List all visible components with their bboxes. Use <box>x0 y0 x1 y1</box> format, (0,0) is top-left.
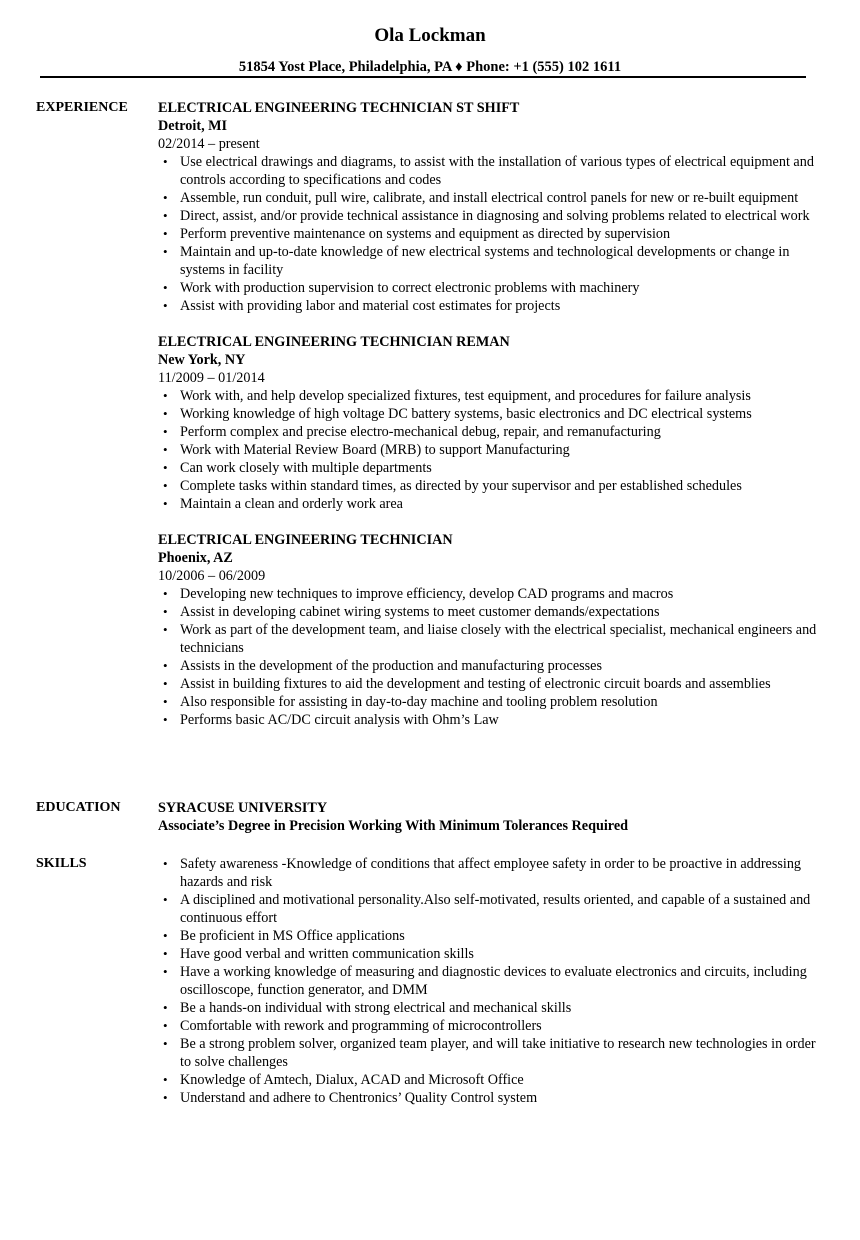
skill-item: • Be a hands-on individual with strong electrical and mechanical skills <box>180 999 818 1017</box>
skill-item: • Knowledge of Amtech, Dialux, ACAD and Microsoft Office <box>180 1071 818 1089</box>
skill-item: • Have good verbal and written communication skills <box>180 945 818 963</box>
skill-item: • Be proficient in MS Office applications <box>180 927 818 945</box>
skill-item: • A disciplined and motivational personality.Also self-motivated, results oriented, and capable of a sustained and continuous effort <box>180 891 818 927</box>
bullet-item: • Assist with providing labor and material cost estimates for projects <box>180 297 818 315</box>
section-label-skills: SKILLS <box>36 856 87 871</box>
skills-list <box>158 855 818 1107</box>
bullet-item: • Maintain and up-to-date knowledge of new electrical systems and technological developments or change in systems in facility <box>180 243 818 279</box>
job-bullets <box>158 585 818 729</box>
job-location: New York, NY <box>158 352 246 368</box>
bullet-item: • Performs basic AC/DC circuit analysis with Ohm’s Law <box>180 711 818 729</box>
resume-header <box>0 24 860 76</box>
job-location: Detroit, MI <box>158 118 228 134</box>
degree-name: Associate’s Degree in Precision Working With Minimum Tolerances Required <box>158 818 629 834</box>
experience-list <box>158 99 818 747</box>
section-label-experience: EXPERIENCE <box>36 100 128 115</box>
bullet-item: • Perform complex and precise electro-mechanical debug, repair, and remanufacturing <box>180 423 818 441</box>
bullet-item: • Direct, assist, and/or provide technical assistance in diagnosing and solving problems related to electrical work <box>180 207 818 225</box>
school-name: SYRACUSE UNIVERSITY <box>158 800 328 816</box>
job-dates: 11/2009 – 01/2014 <box>158 370 265 386</box>
bullet-item: • Assists in the development of the production and manufacturing processes <box>180 657 818 675</box>
education-body <box>158 799 818 835</box>
bullet-item: • Also responsible for assisting in day-to-day machine and tooling problem resolution <box>180 693 818 711</box>
job-entry <box>158 531 818 729</box>
bullet-item: • Work as part of the development team, and liaise closely with the electrical specialist, mechanical engineers and technicians <box>180 621 818 657</box>
bullet-item: • Working knowledge of high voltage DC battery systems, basic electronics and DC electrical systems <box>180 405 818 423</box>
job-entry <box>158 333 818 513</box>
skill-item: • Understand and adhere to Chentronics’ Quality Control system <box>180 1089 818 1107</box>
section-label-education: EDUCATION <box>36 800 121 815</box>
job-bullets <box>158 387 818 513</box>
bullet-item: • Work with, and help develop specialized fixtures, test equipment, and procedures for failure analysis <box>180 387 818 405</box>
bullet-item: • Developing new techniques to improve efficiency, develop CAD programs and macros <box>180 585 818 603</box>
bullet-item: • Can work closely with multiple departments <box>180 459 818 477</box>
job-title: ELECTRICAL ENGINEERING TECHNICIAN <box>158 532 453 548</box>
skills-body <box>158 855 818 1107</box>
skill-item: • Be a strong problem solver, organized team player, and will take initiative to research new technologies in order to solve challenges <box>180 1035 818 1071</box>
bullet-item: • Work with Material Review Board (MRB) to support Manufacturing <box>180 441 818 459</box>
candidate-name: Ola Lockman <box>374 25 486 46</box>
job-title: ELECTRICAL ENGINEERING TECHNICIAN REMAN <box>158 334 510 350</box>
bullet-item: • Maintain a clean and orderly work area <box>180 495 818 513</box>
bullet-item: • Perform preventive maintenance on systems and equipment as directed by supervision <box>180 225 818 243</box>
job-dates: 10/2006 – 06/2009 <box>158 568 266 584</box>
skill-item: • Comfortable with rework and programming of microcontrollers <box>180 1017 818 1035</box>
skill-item: • Safety awareness -Knowledge of conditions that affect employee safety in order to be proactive in addressing hazards and risk <box>180 855 818 891</box>
bullet-item: • Use electrical drawings and diagrams, to assist with the installation of various types of electrical equipment and controls according to specifications and codes <box>180 153 818 189</box>
skill-item: • Have a working knowledge of measuring and diagnostic devices to evaluate electronics and circuits, including oscilloscope, function generator, and DMM <box>180 963 818 999</box>
job-title: ELECTRICAL ENGINEERING TECHNICIAN ST SHIFT <box>158 100 520 116</box>
bullet-item: • Complete tasks within standard times, as directed by your supervisor and per established schedules <box>180 477 818 495</box>
bullet-item: • Work with production supervision to correct electronic problems with machinery <box>180 279 818 297</box>
job-dates: 02/2014 – present <box>158 136 260 152</box>
job-entry <box>158 99 818 315</box>
header-divider <box>40 76 806 78</box>
bullet-item: • Assist in building fixtures to aid the development and testing of electronic circuit boards and assemblies <box>180 675 818 693</box>
contact-line: 51854 Yost Place, Philadelphia, PA ♦ Phone: +1 (555) 102 1611 <box>238 59 622 75</box>
bullet-item: • Assemble, run conduit, pull wire, calibrate, and install electrical control panels for new or re-built equipment <box>180 189 818 207</box>
job-bullets <box>158 153 818 315</box>
job-location: Phoenix, AZ <box>158 550 233 566</box>
bullet-item: • Assist in developing cabinet wiring systems to meet customer demands/expectations <box>180 603 818 621</box>
